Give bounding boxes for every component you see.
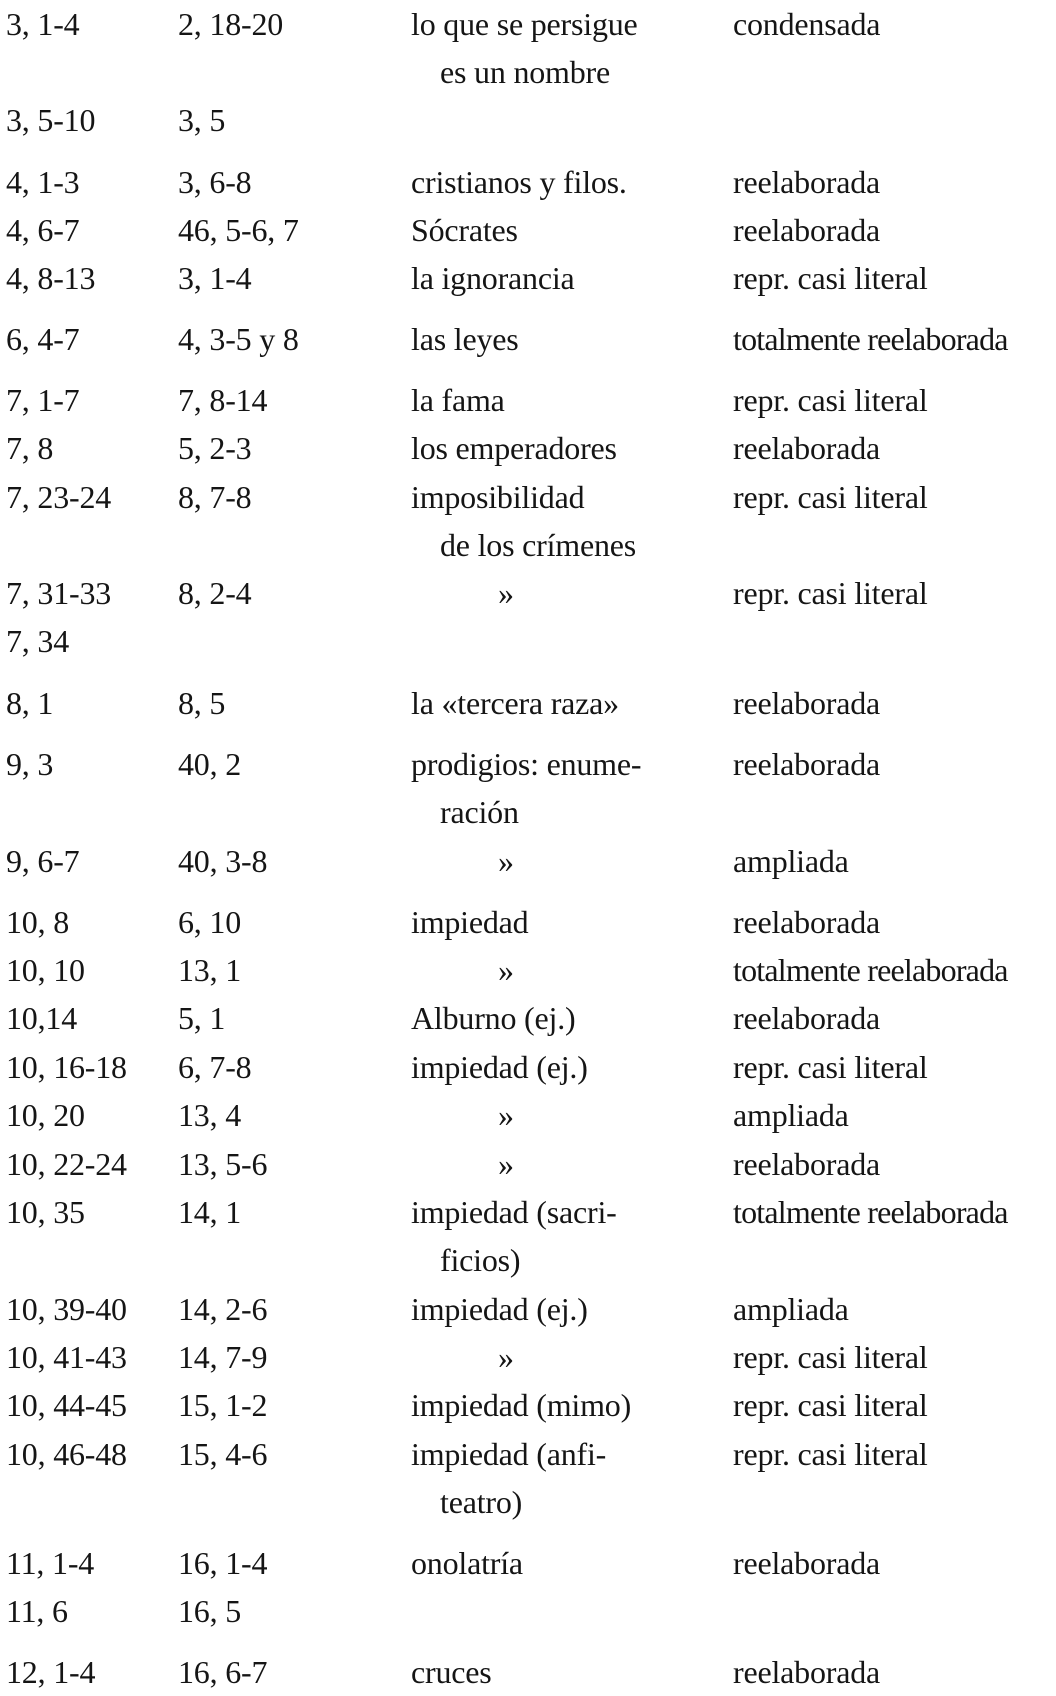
parallel-ref: 8, 5 [178,685,226,721]
parallel-ref: 13, 1 [178,952,242,988]
ditto-mark: » [498,575,514,611]
source-ref: 9, 6-7 [6,843,80,879]
table-row [0,837,1056,885]
source-ref: 12, 1-4 [6,1654,96,1690]
parallel-ref: 5, 2-3 [178,430,252,466]
treatment: ampliada [733,1291,849,1327]
topic: onolatría [411,1545,523,1581]
treatment: ampliada [733,1097,849,1133]
table-row [0,1539,1056,1587]
topic-continuation: ración [440,794,519,830]
treatment: repr. casi literal [733,382,928,418]
topic: Sócrates [411,212,518,248]
topic: imposibilidad [411,479,585,515]
parallel-ref: 15, 4-6 [178,1436,268,1472]
treatment: reelaborada [733,1146,881,1182]
topic: cruces [411,1654,492,1690]
topic: impiedad (anfi- [411,1436,607,1472]
table-row [0,206,1056,254]
source-ref: 10, 10 [6,952,85,988]
topic: impiedad (ej.) [411,1049,588,1085]
source-ref: 6, 4-7 [6,321,80,357]
topic: lo que se persigue [411,6,638,42]
parallel-ref: 46, 5-6, 7 [178,212,299,248]
source-ref: 7, 34 [6,623,70,659]
parallel-ref: 16, 6-7 [178,1654,268,1690]
table-row [0,1043,1056,1091]
parallel-ref: 8, 7-8 [178,479,252,515]
source-ref: 4, 6-7 [6,212,80,248]
parallel-ref: 3, 6-8 [178,164,252,200]
table-row [0,1236,1056,1284]
table-row [0,0,1056,48]
source-ref: 11, 6 [6,1593,68,1629]
topic: los emperadores [411,430,617,466]
table-row [0,521,1056,569]
treatment: repr. casi literal [733,1387,928,1423]
table-row [0,1140,1056,1188]
treatment: repr. casi literal [733,260,928,296]
parallel-ref: 16, 5 [178,1593,242,1629]
topic: Alburno (ej.) [411,1000,576,1036]
source-ref: 3, 1-4 [6,6,80,42]
topic: la «tercera raza» [411,685,619,721]
topic-continuation: es un nombre [440,54,611,90]
table-row [0,788,1056,836]
source-ref: 10, 35 [6,1194,85,1230]
table-row [0,569,1056,617]
parallel-ref: 3, 1-4 [178,260,252,296]
source-ref: 4, 1-3 [6,164,80,200]
parallel-ref: 14, 2-6 [178,1291,268,1327]
parallel-ref: 16, 1-4 [178,1545,268,1581]
treatment: repr. casi literal [733,1339,928,1375]
ditto-mark: » [498,1146,514,1182]
table-row [0,48,1056,96]
topic-continuation: de los crímenes [440,527,637,563]
topic: impiedad [411,904,529,940]
source-ref: 10, 22-24 [6,1146,127,1182]
table-row [0,1648,1056,1696]
topic: la fama [411,382,505,418]
parallel-ref: 13, 5-6 [178,1146,268,1182]
source-ref: 7, 23-24 [6,479,112,515]
parallel-ref: 3, 5 [178,102,226,138]
table-row [0,994,1056,1042]
treatment: reelaborada [733,164,881,200]
topic: cristianos y filos. [411,164,627,200]
parallel-ref: 5, 1 [178,1000,226,1036]
table-row [0,1091,1056,1139]
table-row [0,617,1056,665]
parallel-ref: 13, 4 [178,1097,242,1133]
treatment: reelaborada [733,685,881,721]
source-ref: 7, 8 [6,430,54,466]
parallel-ref: 14, 1 [178,1194,242,1230]
source-ref: 10, 8 [6,904,70,940]
parallel-ref: 2, 18-20 [178,6,284,42]
source-ref: 11, 1-4 [6,1545,95,1581]
topic-continuation: ficios) [440,1242,521,1278]
table-row [0,1381,1056,1429]
parallel-ref: 4, 3-5 y 8 [178,321,299,357]
source-ref: 7, 31-33 [6,575,112,611]
source-ref: 9, 3 [6,746,54,782]
table-row [0,473,1056,521]
treatment: totalmente reelaborada [733,1194,1008,1230]
source-ref: 10,14 [6,1000,78,1036]
table-row [0,315,1056,363]
parallel-ref: 6, 7-8 [178,1049,252,1085]
parallel-ref: 7, 8-14 [178,382,268,418]
treatment: reelaborada [733,430,881,466]
table-row [0,1188,1056,1236]
treatment: repr. casi literal [733,1049,928,1085]
treatment: ampliada [733,843,849,879]
table-row [0,158,1056,206]
treatment: reelaborada [733,1000,881,1036]
table-row [0,96,1056,144]
table-row [0,898,1056,946]
treatment: repr. casi literal [733,479,928,515]
table-row [0,1478,1056,1526]
treatment: totalmente reelaborada [733,321,1008,357]
treatment: repr. casi literal [733,1436,928,1472]
topic: las leyes [411,321,519,357]
source-ref: 4, 8-13 [6,260,96,296]
source-ref: 10, 20 [6,1097,85,1133]
parallel-ref: 8, 2-4 [178,575,252,611]
treatment: reelaborada [733,212,881,248]
table-row [0,424,1056,472]
source-ref: 10, 16-18 [6,1049,127,1085]
topic: impiedad (ej.) [411,1291,588,1327]
table-row [0,740,1056,788]
topic: impiedad (sacri- [411,1194,617,1230]
source-ref: 10, 46-48 [6,1436,127,1472]
table-row [0,1333,1056,1381]
treatment: reelaborada [733,904,881,940]
topic: impiedad (mimo) [411,1387,632,1423]
treatment: reelaborada [733,746,881,782]
treatment: repr. casi literal [733,575,928,611]
parallel-ref: 40, 3-8 [178,843,268,879]
source-ref: 10, 41-43 [6,1339,127,1375]
ditto-mark: » [498,843,514,879]
source-ref: 8, 1 [6,685,54,721]
source-ref: 10, 44-45 [6,1387,127,1423]
table-row [0,1587,1056,1635]
ditto-mark: » [498,952,514,988]
source-ref: 10, 39-40 [6,1291,127,1327]
table-row [0,1285,1056,1333]
ditto-mark: » [498,1097,514,1133]
parallel-ref: 40, 2 [178,746,242,782]
treatment: reelaborada [733,1545,881,1581]
source-ref: 3, 5-10 [6,102,96,138]
parallel-ref: 15, 1-2 [178,1387,268,1423]
topic-continuation: teatro) [440,1484,523,1520]
source-ref: 7, 1-7 [6,382,80,418]
treatment: totalmente reelaborada [733,952,1008,988]
parallel-ref: 6, 10 [178,904,242,940]
table-row [0,946,1056,994]
treatment: condensada [733,6,881,42]
topic: prodigios: enume- [411,746,642,782]
parallel-ref: 14, 7-9 [178,1339,268,1375]
table-row [0,1430,1056,1478]
treatment: reelaborada [733,1654,881,1690]
ditto-mark: » [498,1339,514,1375]
table-row [0,254,1056,302]
table-row [0,679,1056,727]
topic: la ignorancia [411,260,575,296]
table-row [0,376,1056,424]
